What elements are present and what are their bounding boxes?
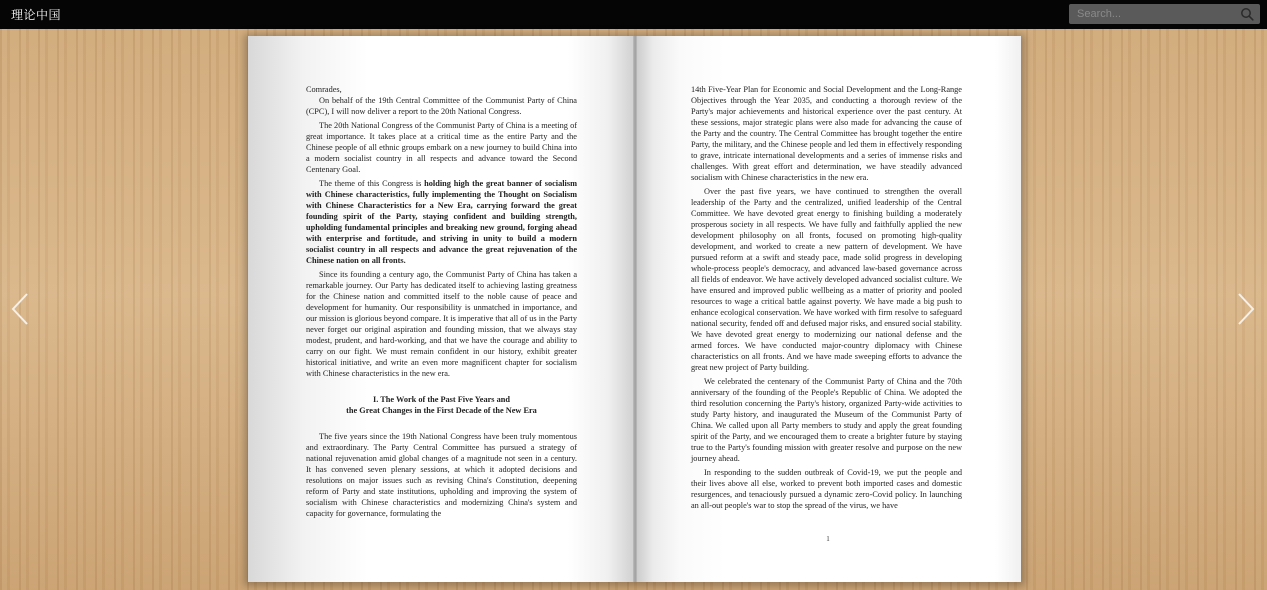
book-spine (633, 36, 637, 582)
section-heading (306, 394, 577, 416)
paragraph: We celebrated the centenary of the Communist Party of China and the 70th anniversary of the founding of the People's Republic of China. We adopted the third resolution concerning the Party's history, organized Party-wide activities to study Party history, and inaugurated the Museum of the Communist Party of China. We called upon all Party members to study and apply the great founding spirit of the Party, and we encouraged them to create a brighter future by staying true to the Party's founding mission with greater resolve and purpose on the new journey ahead. (691, 377, 962, 463)
paragraph-theme (306, 178, 577, 266)
paragraph: In responding to the sudden outbreak of Covid-19, we put the people and their lives above all else, worked to prevent both imported cases and domestic resurgences, and tenaciously pursued a dynamic zero-Covid policy. In launching an all-out people's war to stop the spread of the virus, we have (691, 468, 962, 510)
salutation: Comrades, (306, 85, 342, 94)
paragraph: Since its founding a century ago, the Communist Party of China has taken a remarkable journey. Our Party has dedicated itself to achieving lasting greatness for the Chinese nation and committed itself to the noble cause of peace and development for humanity. Our responsibility is unmatched in importance, and our mission is glorious beyond compare. It is imperative that all of us in the Party never forget our original aspiration and founding mission, that we always stay modest, prudent, and hard-working, and that we have the courage and ability to carry on our fight. We must remain confident in our history, exhibit greater historical initiative, and write an even more magnificent chapter for socialism with Chinese characteristics in the new era. (306, 270, 577, 378)
right-page[interactable] (635, 36, 1021, 582)
section-heading-line: the Great Changes in the First Decade of the New Era (346, 406, 537, 415)
app-title: 理论中国 (11, 8, 62, 22)
paragraph: The five years since the 19th National Congress have been truly momentous and extraordinary. The Party Central Committee has pursued a strategy of national rejuvenation amid global changes of a magnitude not seen in a century. It has convened seven plenary sessions, at which it adopted decisions and resolutions on major issues such as revising China's Constitution, deepening reform of Party and state institutions, upholding and improving the system of socialism with Chinese characteristics and modernizing China's system and capacity for governance, formulating the (306, 432, 577, 518)
paragraph: The 20th National Congress of the Communist Party of China is a meeting of great importance. It takes place at a critical time as the entire Party and the Chinese people of all ethnic groups embark on a new journey to build China into a modern socialist country in all respects and advance toward the Second Centenary Goal. (306, 121, 577, 174)
top-bar (0, 0, 1267, 29)
paragraph: Over the past five years, we have continued to strengthen the overall leadership of the Party and the centralized, unified leadership of the Central Committee. We have devoted great energy to finishing building a moderately prosperous society in all respects. We have fully and faithfully applied the new development philosophy on all fronts, focused on promoting high-quality development, and worked to create a new pattern of development. We have pursued reform at a swift and steady pace, made solid progress in developing whole-process people's democracy, and advanced law-based governance across all fields of endeavor. We have actively developed advanced socialist culture. We have ensured and improved public wellbeing as a matter of priority and pooled resources to wage a critical battle against poverty. We have made a big push to enhance ecological conservation. We have worked with firm resolve to safeguard national security, fended off and defused major risks, and ensured social stability. We have devoted great energy to modernizing our national defense and the armed forces. We have conducted major-country diplomacy with Chinese characteristics on all fronts. And we have made sweeping efforts to advance the great new project of Party building. (691, 187, 962, 372)
chevron-left-icon[interactable] (9, 292, 31, 326)
left-page[interactable] (248, 36, 635, 582)
search-input[interactable] (1069, 4, 1229, 24)
chevron-right-icon[interactable] (1235, 292, 1257, 326)
search-box (1069, 4, 1260, 24)
page-number: 1 (826, 535, 830, 543)
paragraph: On behalf of the 19th Central Committee of the Communist Party of China (CPC), I will now deliver a report to the 20th National Congress. (306, 96, 577, 116)
theme-bold-text: holding high the great banner of socialism with Chinese characteristics, fully implementing the Thought on Socialism with Chinese Characteristics for a New Era, carrying forward the great founding spirit of the Party, staying confident and building strength, upholding fundamental principles and breaking new ground, forging ahead with enterprise and fortitude, and striving in unity to build a modern socialist country in all respects and advance the great rejuvenation of the Chinese nation on all fronts. (306, 179, 577, 265)
section-heading-line: I. The Work of the Past Five Years and (373, 395, 510, 404)
paragraph: 14th Five-Year Plan for Economic and Social Development and the Long-Range Objectives through the Year 2035, and conducting a thorough review of the Party's major achievements and historical experience over the past century. At these sessions, major strategic plans were also made for advancing the cause of the Party and the country. The Central Committee has brought together the entire Party, the military, and the Chinese people and led them in effectively responding to grave, intricate international developments and a series of immense risks and challenges. With great effort and determination, we have steadily advanced socialism with Chinese characteristics in the new era. (691, 85, 962, 182)
search-icon[interactable] (1240, 7, 1254, 21)
theme-lead: The theme of this Congress is (319, 179, 425, 188)
